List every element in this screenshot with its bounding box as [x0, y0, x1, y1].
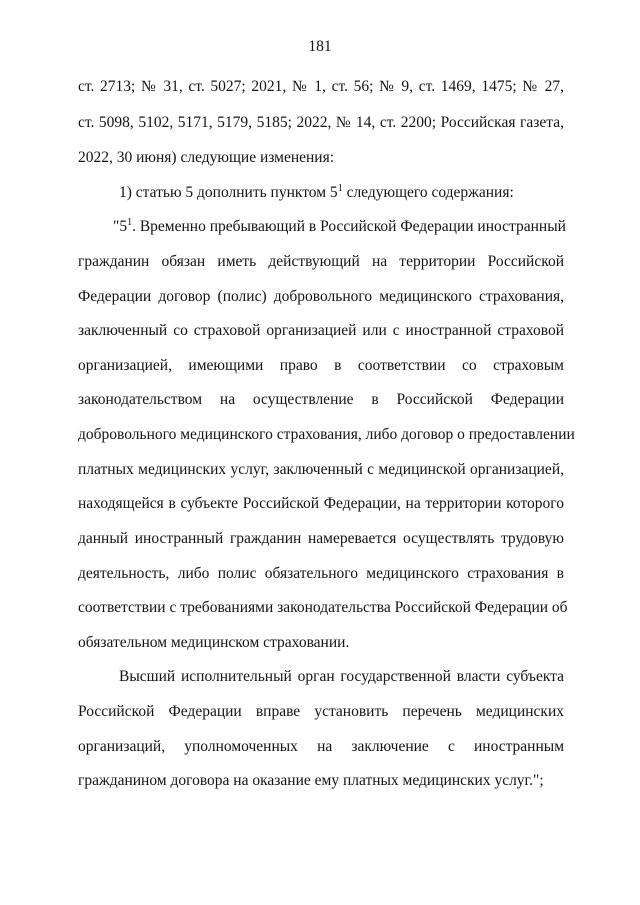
text-line: соответствии с требованиями законодательства Российской Федерации об — [78, 599, 568, 616]
text-line — [113, 217, 564, 237]
text-line: данный иностранный гражданин намеревается осуществлять трудовую — [78, 530, 564, 547]
text-line: организаций, уполномоченных на заключение с иностранным — [78, 738, 564, 755]
text-line: законодательством на осуществление в Российской Федерации — [78, 391, 564, 408]
text-line: ст. 2713; № 31, ст. 5027; 2021, № 1, ст. 56; № 9, ст. 1469, 1475; № 27, — [78, 78, 564, 95]
text-line: организацией, имеющими право в соответствии со страховым — [78, 357, 564, 374]
text-line: 2022, 30 июня) следующие изменения: — [78, 149, 335, 166]
text-line: Российской Федерации вправе установить перечень медицинских — [78, 703, 564, 720]
text-line: платных медицинских услуг, заключенный с медицинской организацией, — [78, 461, 564, 478]
text-line: деятельность, либо полис обязательного медицинского страхования в — [78, 565, 564, 582]
page-number: 181 — [308, 38, 332, 55]
text-line: гражданином договора на оказание ему платных медицинских услуг."; — [78, 772, 544, 789]
superscript: 1 — [127, 217, 133, 228]
superscript: 1 — [337, 183, 343, 194]
text-fragment: . Временно пребывающий в Российской Федерации иностранный — [132, 218, 566, 235]
text-line: Федерации договор (полис) добровольного медицинского страхования, — [78, 288, 564, 305]
text-fragment: "5 — [113, 218, 128, 235]
text-line — [119, 183, 564, 203]
text-line: Высший исполнительный орган государственной власти субъекта — [119, 668, 564, 685]
text-line: находящейся в субъекте Российской Федерации, на территории которого — [78, 495, 564, 512]
text-fragment: следующего содержания: — [342, 184, 514, 201]
text-line: ст. 5098, 5102, 5171, 5179, 5185; 2022, № 14, ст. 2200; Российская газета, — [78, 114, 564, 131]
text-line: заключенный со страховой организацией или с иностранной страховой — [78, 322, 564, 339]
text-line: обязательном медицинском страховании. — [78, 634, 350, 651]
text-line: добровольного медицинского страхования, либо договор о предоставлении — [78, 426, 575, 443]
text-line: гражданин обязан иметь действующий на территории Российской — [78, 253, 564, 270]
text-fragment: 1) статью 5 дополнить пунктом 5 — [119, 184, 338, 201]
